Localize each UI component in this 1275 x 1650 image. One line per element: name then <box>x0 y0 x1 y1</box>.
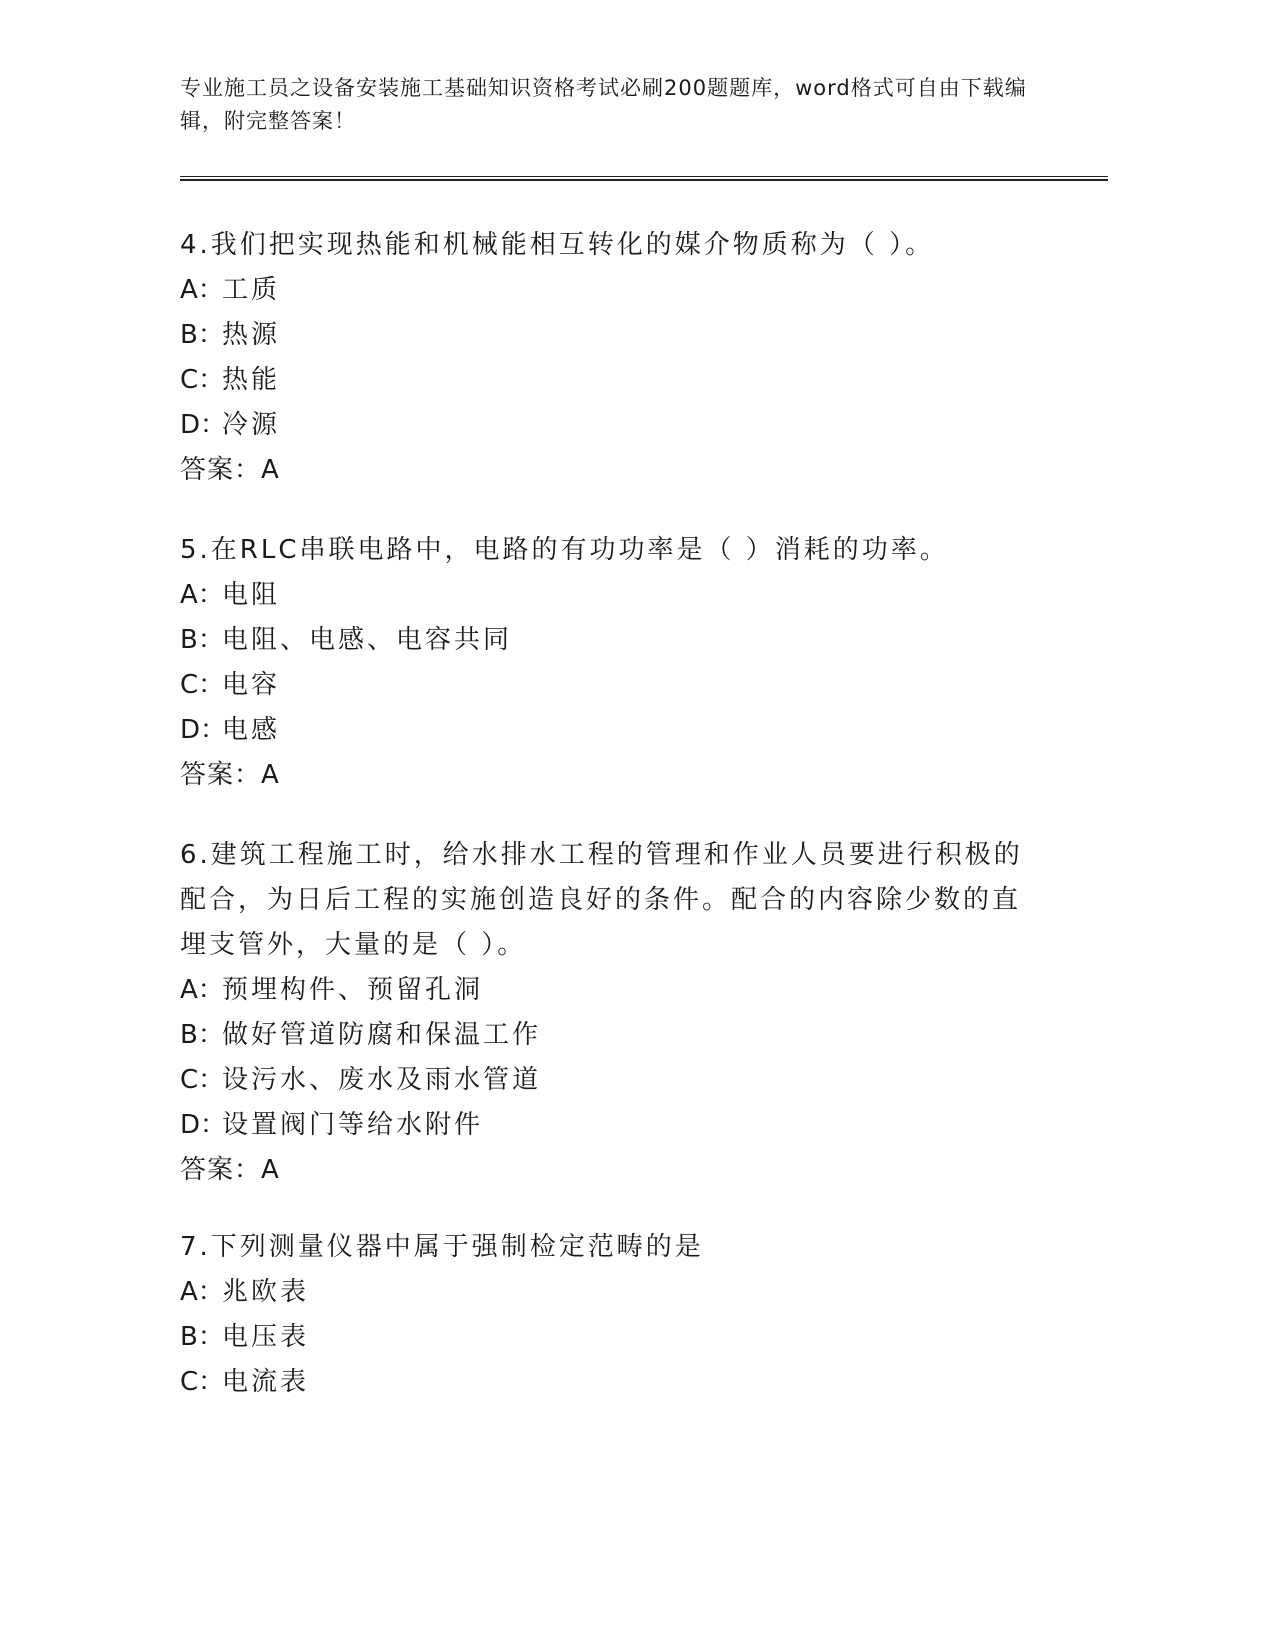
question-6 <box>180 833 1030 1193</box>
option-letter: C： <box>180 670 225 700</box>
option-letter: A： <box>180 1277 224 1307</box>
option-a <box>180 968 1030 1013</box>
option-b <box>180 313 1030 358</box>
option-text: 电容 <box>222 670 281 700</box>
answer-line: 答案：A <box>180 455 280 485</box>
option-text: 热源 <box>222 320 281 350</box>
option-letter: B： <box>180 1322 224 1352</box>
option-text: 电流表 <box>222 1367 310 1397</box>
option-letter: C： <box>180 365 225 395</box>
option-letter: A： <box>180 275 224 305</box>
option-d <box>180 708 1030 753</box>
option-a <box>180 268 1030 313</box>
option-letter: C： <box>180 1065 225 1095</box>
option-c <box>180 1058 1030 1103</box>
option-text: 工质 <box>222 275 281 305</box>
option-letter: D： <box>180 1110 227 1140</box>
option-c <box>180 663 1030 708</box>
option-text: 做好管道防腐和保温工作 <box>222 1020 542 1050</box>
option-letter: D： <box>180 715 227 745</box>
option-c <box>180 1360 1030 1405</box>
option-text: 兆欧表 <box>222 1277 310 1307</box>
question-7 <box>180 1225 1030 1405</box>
question-text: 4.我们把实现热能和机械能相互转化的媒介物质称为（ ）。 <box>180 230 935 260</box>
question-4 <box>180 223 1030 493</box>
option-b <box>180 1315 1030 1360</box>
option-b <box>180 1013 1030 1058</box>
option-letter: D： <box>180 410 227 440</box>
option-text: 电阻 <box>222 580 281 610</box>
option-letter: A： <box>180 975 224 1005</box>
option-a <box>180 573 1030 618</box>
question-text: 5.在RLC串联电路中，电路的有功功率是（ ）消耗的功率。 <box>180 535 949 565</box>
answer-line: 答案：A <box>180 760 280 790</box>
option-b <box>180 618 1030 663</box>
option-letter: A： <box>180 580 224 610</box>
option-text: 设污水、废水及雨水管道 <box>222 1065 542 1095</box>
option-c <box>180 358 1030 403</box>
option-text: 电压表 <box>222 1322 310 1352</box>
option-text: 设置阀门等给水附件 <box>222 1110 484 1140</box>
option-text: 电感 <box>222 715 281 745</box>
option-text: 电阻、电感、电容共同 <box>222 625 513 655</box>
option-letter: B： <box>180 1020 224 1050</box>
question-text: 6.建筑工程施工时，给水排水工程的管理和作业人员要进行积极的配合，为日后工程的实施创造良好的条件。配合的内容除少数的直埋支管外，大量的是（ ）。 <box>180 840 1023 960</box>
option-a <box>180 1270 1030 1315</box>
option-text: 冷源 <box>222 410 281 440</box>
option-d <box>180 1103 1030 1148</box>
option-letter: C： <box>180 1367 225 1397</box>
option-text: 热能 <box>222 365 281 395</box>
answer-line: 答案：A <box>180 1155 280 1185</box>
option-letter: B： <box>180 320 224 350</box>
option-letter: B： <box>180 625 224 655</box>
header-divider <box>180 176 1108 181</box>
question-5 <box>180 528 1030 798</box>
option-text: 预埋构件、预留孔洞 <box>222 975 484 1005</box>
document-header: 专业施工员之设备安装施工基础知识资格考试必刷200题题库，word格式可自由下载编辑，附完整答案！ <box>180 76 1027 133</box>
option-d <box>180 403 1030 448</box>
question-text: 7.下列测量仪器中属于强制检定范畴的是 <box>180 1232 704 1262</box>
